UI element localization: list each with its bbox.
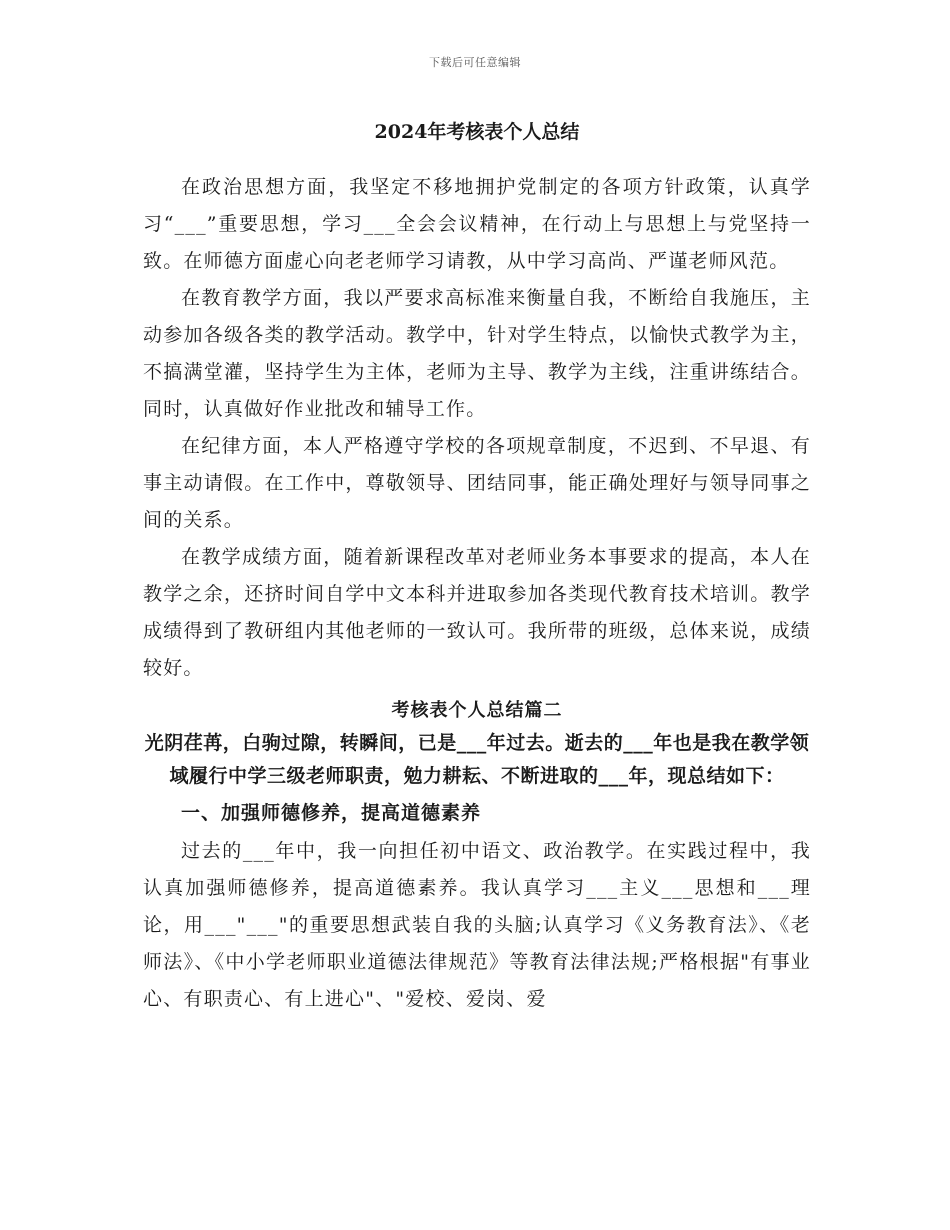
paragraph-discipline: 在纪律方面，本人严格遵守学校的各项规章制度，不迟到、不早退、有事主动请假。在工作中，尊敬领导、团结同事，能正确处理好与领导同事之间的关系。	[143, 434, 811, 531]
section-two-title: 考核表个人总结篇二	[391, 699, 563, 721]
paragraph-teaching: 在教育教学方面，我以严要求高标准来衡量自我，不断给自我施压，主动参加各级各类的教学活动。教学中，针对学生特点，以愉快式教学为主，不搞满堂灌，坚持学生为主体，老师为主导、教学为主线，注重讲练结合。同时，认真做好作业批改和辅导工作。	[143, 286, 811, 420]
heading-one: 一、加强师德修养，提高道德素养	[181, 801, 482, 824]
document-body	[143, 118, 811, 1018]
paragraph-ethics: 过去的___年中，我一向担任初中语文、政治教学。在实践过程中，我认真加强师德修养，提高道德素养。我认真学习___主义___思想和___理论，用___"___"的重要思想武装自我的头脑;认真学习《义务教育法》、《老师法》、《中小学老师职业道德法律规范》等教育法律法规;严格根据"有事业心、有职责心、有上进心"、"爱校、爱岗、爱	[143, 839, 811, 1010]
document-title: 2024年考核表个人总结	[374, 121, 580, 143]
header-note: 下载后可任意编辑	[429, 56, 521, 69]
section-two-intro: 光阴荏苒，白驹过隙，转瞬间，已是___年过去。逝去的___年也是我在教学领域履行中学三级老师职责，勉力耕耘、不断进取的___年，现总结如下：	[144, 731, 810, 787]
paragraph-results: 在教学成绩方面，随着新课程改革对老师业务本事要求的提高，本人在教学之余，还挤时间自学中文本科并进取参加各类现代教育技术培训。教学成绩得到了教研组内其他老师的一致认可。我所带的班级，总体来说，成绩较好。	[143, 545, 811, 679]
paragraph-political: 在政治思想方面，我坚定不移地拥护党制定的各项方针政策，认真学习“___”重要思想，学习___全会会议精神，在行动上与思想上与党坚持一致。在师德方面虚心向老老师学习请教，从中学习高尚、严谨老师风范。	[143, 175, 811, 272]
